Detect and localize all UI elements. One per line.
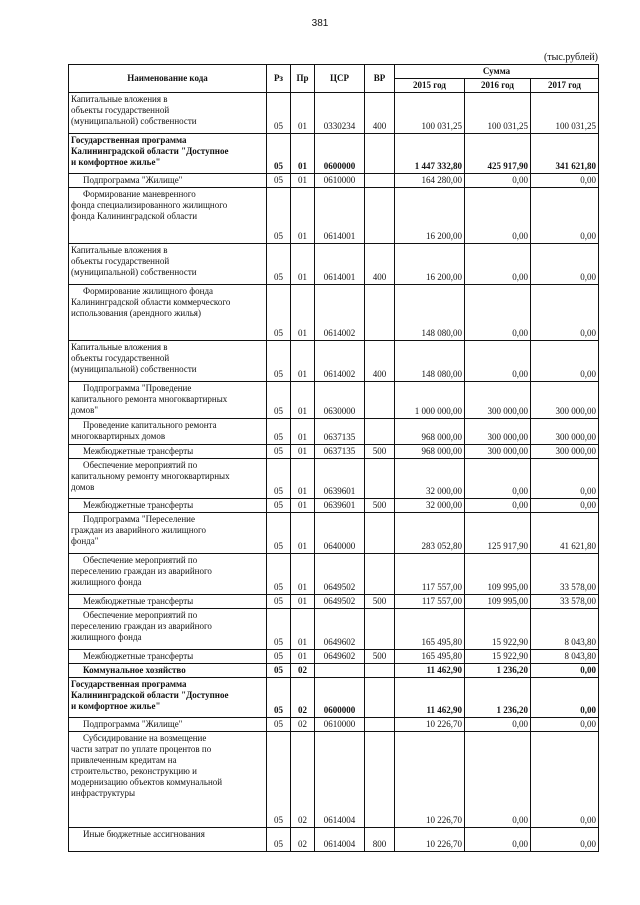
cell-2017: 0,00 <box>531 664 599 678</box>
header-name: Наименование кода <box>69 65 267 93</box>
cell-pr: 01 <box>291 93 315 134</box>
cell-2015: 968 000,00 <box>395 445 465 459</box>
cell-2015: 11 462,90 <box>395 678 465 718</box>
cell-rz: 05 <box>267 188 291 244</box>
cell-csr: 0614002 <box>315 341 365 382</box>
cell-pr: 01 <box>291 134 315 174</box>
cell-csr: 0610000 <box>315 174 365 188</box>
header-2015: 2015 год <box>395 79 465 93</box>
cell-pr: 02 <box>291 732 315 828</box>
cell-pr: 02 <box>291 718 315 732</box>
cell-rz: 05 <box>267 554 291 595</box>
cell-csr: 0639601 <box>315 459 365 499</box>
table-row <box>69 341 599 382</box>
cell-vr <box>365 174 395 188</box>
table-row <box>69 595 599 609</box>
cell-vr <box>365 459 395 499</box>
table-row <box>69 678 599 718</box>
cell-2015: 165 495,80 <box>395 650 465 664</box>
cell-2015: 11 462,90 <box>395 664 465 678</box>
cell-2017: 8 043,80 <box>531 650 599 664</box>
cell-csr: 0637135 <box>315 445 365 459</box>
cell-pr: 01 <box>291 459 315 499</box>
cell-2016: 300 000,00 <box>465 382 531 419</box>
cell-rz: 05 <box>267 513 291 554</box>
cell-vr <box>365 382 395 419</box>
cell-2015: 117 557,00 <box>395 554 465 595</box>
cell-2017: 100 031,25 <box>531 93 599 134</box>
cell-name: Обеспечение мероприятий по переселению граждан из аварийного жилищного фонда <box>69 554 267 595</box>
cell-rz: 05 <box>267 718 291 732</box>
cell-csr: 0600000 <box>315 678 365 718</box>
cell-2017: 341 621,80 <box>531 134 599 174</box>
cell-csr: 0614004 <box>315 732 365 828</box>
cell-2017: 0,00 <box>531 828 599 852</box>
cell-vr: 400 <box>365 244 395 285</box>
cell-name: Обеспечение мероприятий по капитальному ремонту многоквартирных домов <box>69 459 267 499</box>
cell-2016: 125 917,90 <box>465 513 531 554</box>
cell-vr <box>365 609 395 650</box>
cell-rz: 05 <box>267 134 291 174</box>
table-row <box>69 188 599 244</box>
cell-csr: 0630000 <box>315 382 365 419</box>
cell-2015: 16 200,00 <box>395 244 465 285</box>
cell-vr <box>365 678 395 718</box>
cell-2016: 1 236,20 <box>465 678 531 718</box>
cell-csr: 0637135 <box>315 419 365 445</box>
cell-2017: 0,00 <box>531 732 599 828</box>
cell-rz: 05 <box>267 244 291 285</box>
cell-rz: 05 <box>267 459 291 499</box>
cell-name: Государственная программа Калининградской области "Доступное и комфортное жилье" <box>69 134 267 174</box>
cell-name: Обеспечение мероприятий по переселению граждан из аварийного жилищного фонда <box>69 609 267 650</box>
cell-rz: 05 <box>267 678 291 718</box>
table-row <box>69 382 599 419</box>
cell-vr: 500 <box>365 445 395 459</box>
cell-2015: 10 226,70 <box>395 732 465 828</box>
cell-pr: 01 <box>291 609 315 650</box>
cell-name: Коммунальное хозяйство <box>69 664 267 678</box>
cell-vr: 500 <box>365 650 395 664</box>
cell-2015: 32 000,00 <box>395 459 465 499</box>
cell-pr: 01 <box>291 188 315 244</box>
table-row <box>69 718 599 732</box>
cell-pr: 01 <box>291 341 315 382</box>
header-vr: ВР <box>365 65 395 93</box>
cell-2016: 0,00 <box>465 459 531 499</box>
cell-csr: 0614002 <box>315 285 365 341</box>
cell-csr: 0600000 <box>315 134 365 174</box>
cell-2015: 1 000 000,00 <box>395 382 465 419</box>
cell-name: Подпрограмма "Жилище" <box>69 718 267 732</box>
cell-2016: 15 922,90 <box>465 609 531 650</box>
cell-2017: 0,00 <box>531 188 599 244</box>
cell-pr: 01 <box>291 554 315 595</box>
cell-rz: 05 <box>267 595 291 609</box>
cell-2017: 41 621,80 <box>531 513 599 554</box>
cell-pr: 02 <box>291 678 315 718</box>
cell-2016: 0,00 <box>465 732 531 828</box>
cell-vr: 400 <box>365 341 395 382</box>
cell-pr: 01 <box>291 419 315 445</box>
cell-vr: 400 <box>365 93 395 134</box>
cell-rz: 05 <box>267 650 291 664</box>
cell-2017: 300 000,00 <box>531 382 599 419</box>
cell-pr: 01 <box>291 174 315 188</box>
header-pr: Пр <box>291 65 315 93</box>
cell-rz: 05 <box>267 93 291 134</box>
header-2016: 2016 год <box>465 79 531 93</box>
cell-2017: 0,00 <box>531 174 599 188</box>
cell-pr: 01 <box>291 650 315 664</box>
table-row <box>69 244 599 285</box>
cell-vr <box>365 134 395 174</box>
cell-2015: 165 495,80 <box>395 609 465 650</box>
cell-rz: 05 <box>267 499 291 513</box>
table-row <box>69 732 599 828</box>
cell-rz: 05 <box>267 445 291 459</box>
cell-name: Подпрограмма "Жилище" <box>69 174 267 188</box>
cell-2016: 109 995,00 <box>465 554 531 595</box>
cell-2016: 300 000,00 <box>465 445 531 459</box>
cell-csr: 0649602 <box>315 650 365 664</box>
cell-name: Капитальные вложения в объекты государственной (муниципальной) собственности <box>69 93 267 134</box>
cell-rz: 05 <box>267 828 291 852</box>
cell-2016: 1 236,20 <box>465 664 531 678</box>
cell-pr: 01 <box>291 285 315 341</box>
cell-2017: 0,00 <box>531 341 599 382</box>
cell-name: Межбюджетные трансферты <box>69 445 267 459</box>
cell-name: Межбюджетные трансферты <box>69 499 267 513</box>
cell-csr: 0614004 <box>315 828 365 852</box>
page-number: 381 <box>311 18 329 29</box>
cell-2016: 425 917,90 <box>465 134 531 174</box>
table-row <box>69 459 599 499</box>
table-row <box>69 174 599 188</box>
cell-2016: 0,00 <box>465 499 531 513</box>
table-row <box>69 499 599 513</box>
header-2017: 2017 год <box>531 79 599 93</box>
cell-csr: 0330234 <box>315 93 365 134</box>
cell-vr <box>365 718 395 732</box>
cell-2016: 0,00 <box>465 341 531 382</box>
table-row <box>69 828 599 852</box>
cell-2017: 0,00 <box>531 459 599 499</box>
budget-table <box>68 64 599 852</box>
table-row <box>69 285 599 341</box>
cell-2016: 0,00 <box>465 285 531 341</box>
cell-pr: 02 <box>291 664 315 678</box>
cell-2016: 0,00 <box>465 188 531 244</box>
cell-rz: 05 <box>267 732 291 828</box>
cell-2017: 0,00 <box>531 499 599 513</box>
cell-2016: 100 031,25 <box>465 93 531 134</box>
cell-2015: 148 080,00 <box>395 341 465 382</box>
cell-vr <box>365 664 395 678</box>
cell-rz: 05 <box>267 419 291 445</box>
cell-2016: 0,00 <box>465 828 531 852</box>
cell-name: Иные бюджетные ассигнования <box>69 828 267 852</box>
cell-vr <box>365 513 395 554</box>
cell-name: Формирование жилищного фонда Калининградской области коммерческого использования (арендного жилья) <box>69 285 267 341</box>
cell-pr: 01 <box>291 445 315 459</box>
cell-2016: 109 995,00 <box>465 595 531 609</box>
cell-name: Субсидирование на возмещение части затрат по уплате процентов по привлеченным кредитам на строительство, реконструкцию и модернизацию объектов коммунальной инфраструктуры <box>69 732 267 828</box>
cell-2015: 100 031,25 <box>395 93 465 134</box>
cell-rz: 05 <box>267 609 291 650</box>
cell-2017: 0,00 <box>531 244 599 285</box>
cell-2015: 283 052,80 <box>395 513 465 554</box>
cell-rz: 05 <box>267 341 291 382</box>
cell-2016: 0,00 <box>465 174 531 188</box>
cell-name: Проведение капитального ремонта многоквартирных домов <box>69 419 267 445</box>
cell-2015: 32 000,00 <box>395 499 465 513</box>
cell-2015: 1 447 332,80 <box>395 134 465 174</box>
cell-2015: 10 226,70 <box>395 828 465 852</box>
cell-csr: 0649602 <box>315 609 365 650</box>
cell-2015: 164 280,00 <box>395 174 465 188</box>
cell-csr: 0614001 <box>315 244 365 285</box>
header-sum: Сумма <box>395 65 599 79</box>
cell-name: Подпрограмма "Проведение капитального ремонта многоквартирных домов" <box>69 382 267 419</box>
cell-2015: 16 200,00 <box>395 188 465 244</box>
cell-vr: 500 <box>365 595 395 609</box>
cell-csr <box>315 664 365 678</box>
cell-vr: 800 <box>365 828 395 852</box>
cell-csr: 0649502 <box>315 595 365 609</box>
cell-2016: 0,00 <box>465 244 531 285</box>
cell-2017: 300 000,00 <box>531 445 599 459</box>
cell-vr <box>365 285 395 341</box>
table-row <box>69 93 599 134</box>
table-row <box>69 134 599 174</box>
cell-pr: 02 <box>291 828 315 852</box>
cell-vr: 500 <box>365 499 395 513</box>
cell-2017: 0,00 <box>531 718 599 732</box>
table-row <box>69 664 599 678</box>
table-row <box>69 445 599 459</box>
cell-2016: 15 922,90 <box>465 650 531 664</box>
cell-csr: 0614001 <box>315 188 365 244</box>
table-row <box>69 609 599 650</box>
cell-2016: 0,00 <box>465 718 531 732</box>
cell-rz: 05 <box>267 174 291 188</box>
cell-pr: 01 <box>291 595 315 609</box>
cell-2017: 8 043,80 <box>531 609 599 650</box>
table-row <box>69 650 599 664</box>
cell-pr: 01 <box>291 513 315 554</box>
cell-csr: 0640000 <box>315 513 365 554</box>
table-row <box>69 419 599 445</box>
cell-name: Подпрограмма "Переселение граждан из аварийного жилищного фонда" <box>69 513 267 554</box>
cell-2015: 10 226,70 <box>395 718 465 732</box>
cell-2017: 33 578,00 <box>531 595 599 609</box>
cell-2016: 300 000,00 <box>465 419 531 445</box>
cell-vr <box>365 554 395 595</box>
cell-2017: 0,00 <box>531 285 599 341</box>
cell-rz: 05 <box>267 285 291 341</box>
cell-2015: 148 080,00 <box>395 285 465 341</box>
unit-note: (тыс.рублей) <box>543 52 598 63</box>
cell-rz: 05 <box>267 664 291 678</box>
cell-pr: 01 <box>291 244 315 285</box>
cell-name: Межбюджетные трансферты <box>69 595 267 609</box>
cell-name: Капитальные вложения в объекты государственной (муниципальной) собственности <box>69 244 267 285</box>
cell-vr <box>365 188 395 244</box>
cell-name: Межбюджетные трансферты <box>69 650 267 664</box>
cell-2015: 117 557,00 <box>395 595 465 609</box>
table-row <box>69 554 599 595</box>
cell-2017: 0,00 <box>531 678 599 718</box>
cell-csr: 0649502 <box>315 554 365 595</box>
cell-rz: 05 <box>267 382 291 419</box>
cell-2015: 968 000,00 <box>395 419 465 445</box>
cell-pr: 01 <box>291 382 315 419</box>
cell-2017: 300 000,00 <box>531 419 599 445</box>
cell-csr: 0639601 <box>315 499 365 513</box>
cell-name: Формирование маневренного фонда специализированного жилищного фонда Калининградской области <box>69 188 267 244</box>
cell-pr: 01 <box>291 499 315 513</box>
cell-vr <box>365 419 395 445</box>
cell-2017: 33 578,00 <box>531 554 599 595</box>
cell-csr: 0610000 <box>315 718 365 732</box>
cell-name: Капитальные вложения в объекты государственной (муниципальной) собственности <box>69 341 267 382</box>
header-rz: Рз <box>267 65 291 93</box>
cell-vr <box>365 732 395 828</box>
cell-name: Государственная программа Калининградской области "Доступное и комфортное жилье" <box>69 678 267 718</box>
table-row <box>69 513 599 554</box>
header-csr: ЦСР <box>315 65 365 93</box>
